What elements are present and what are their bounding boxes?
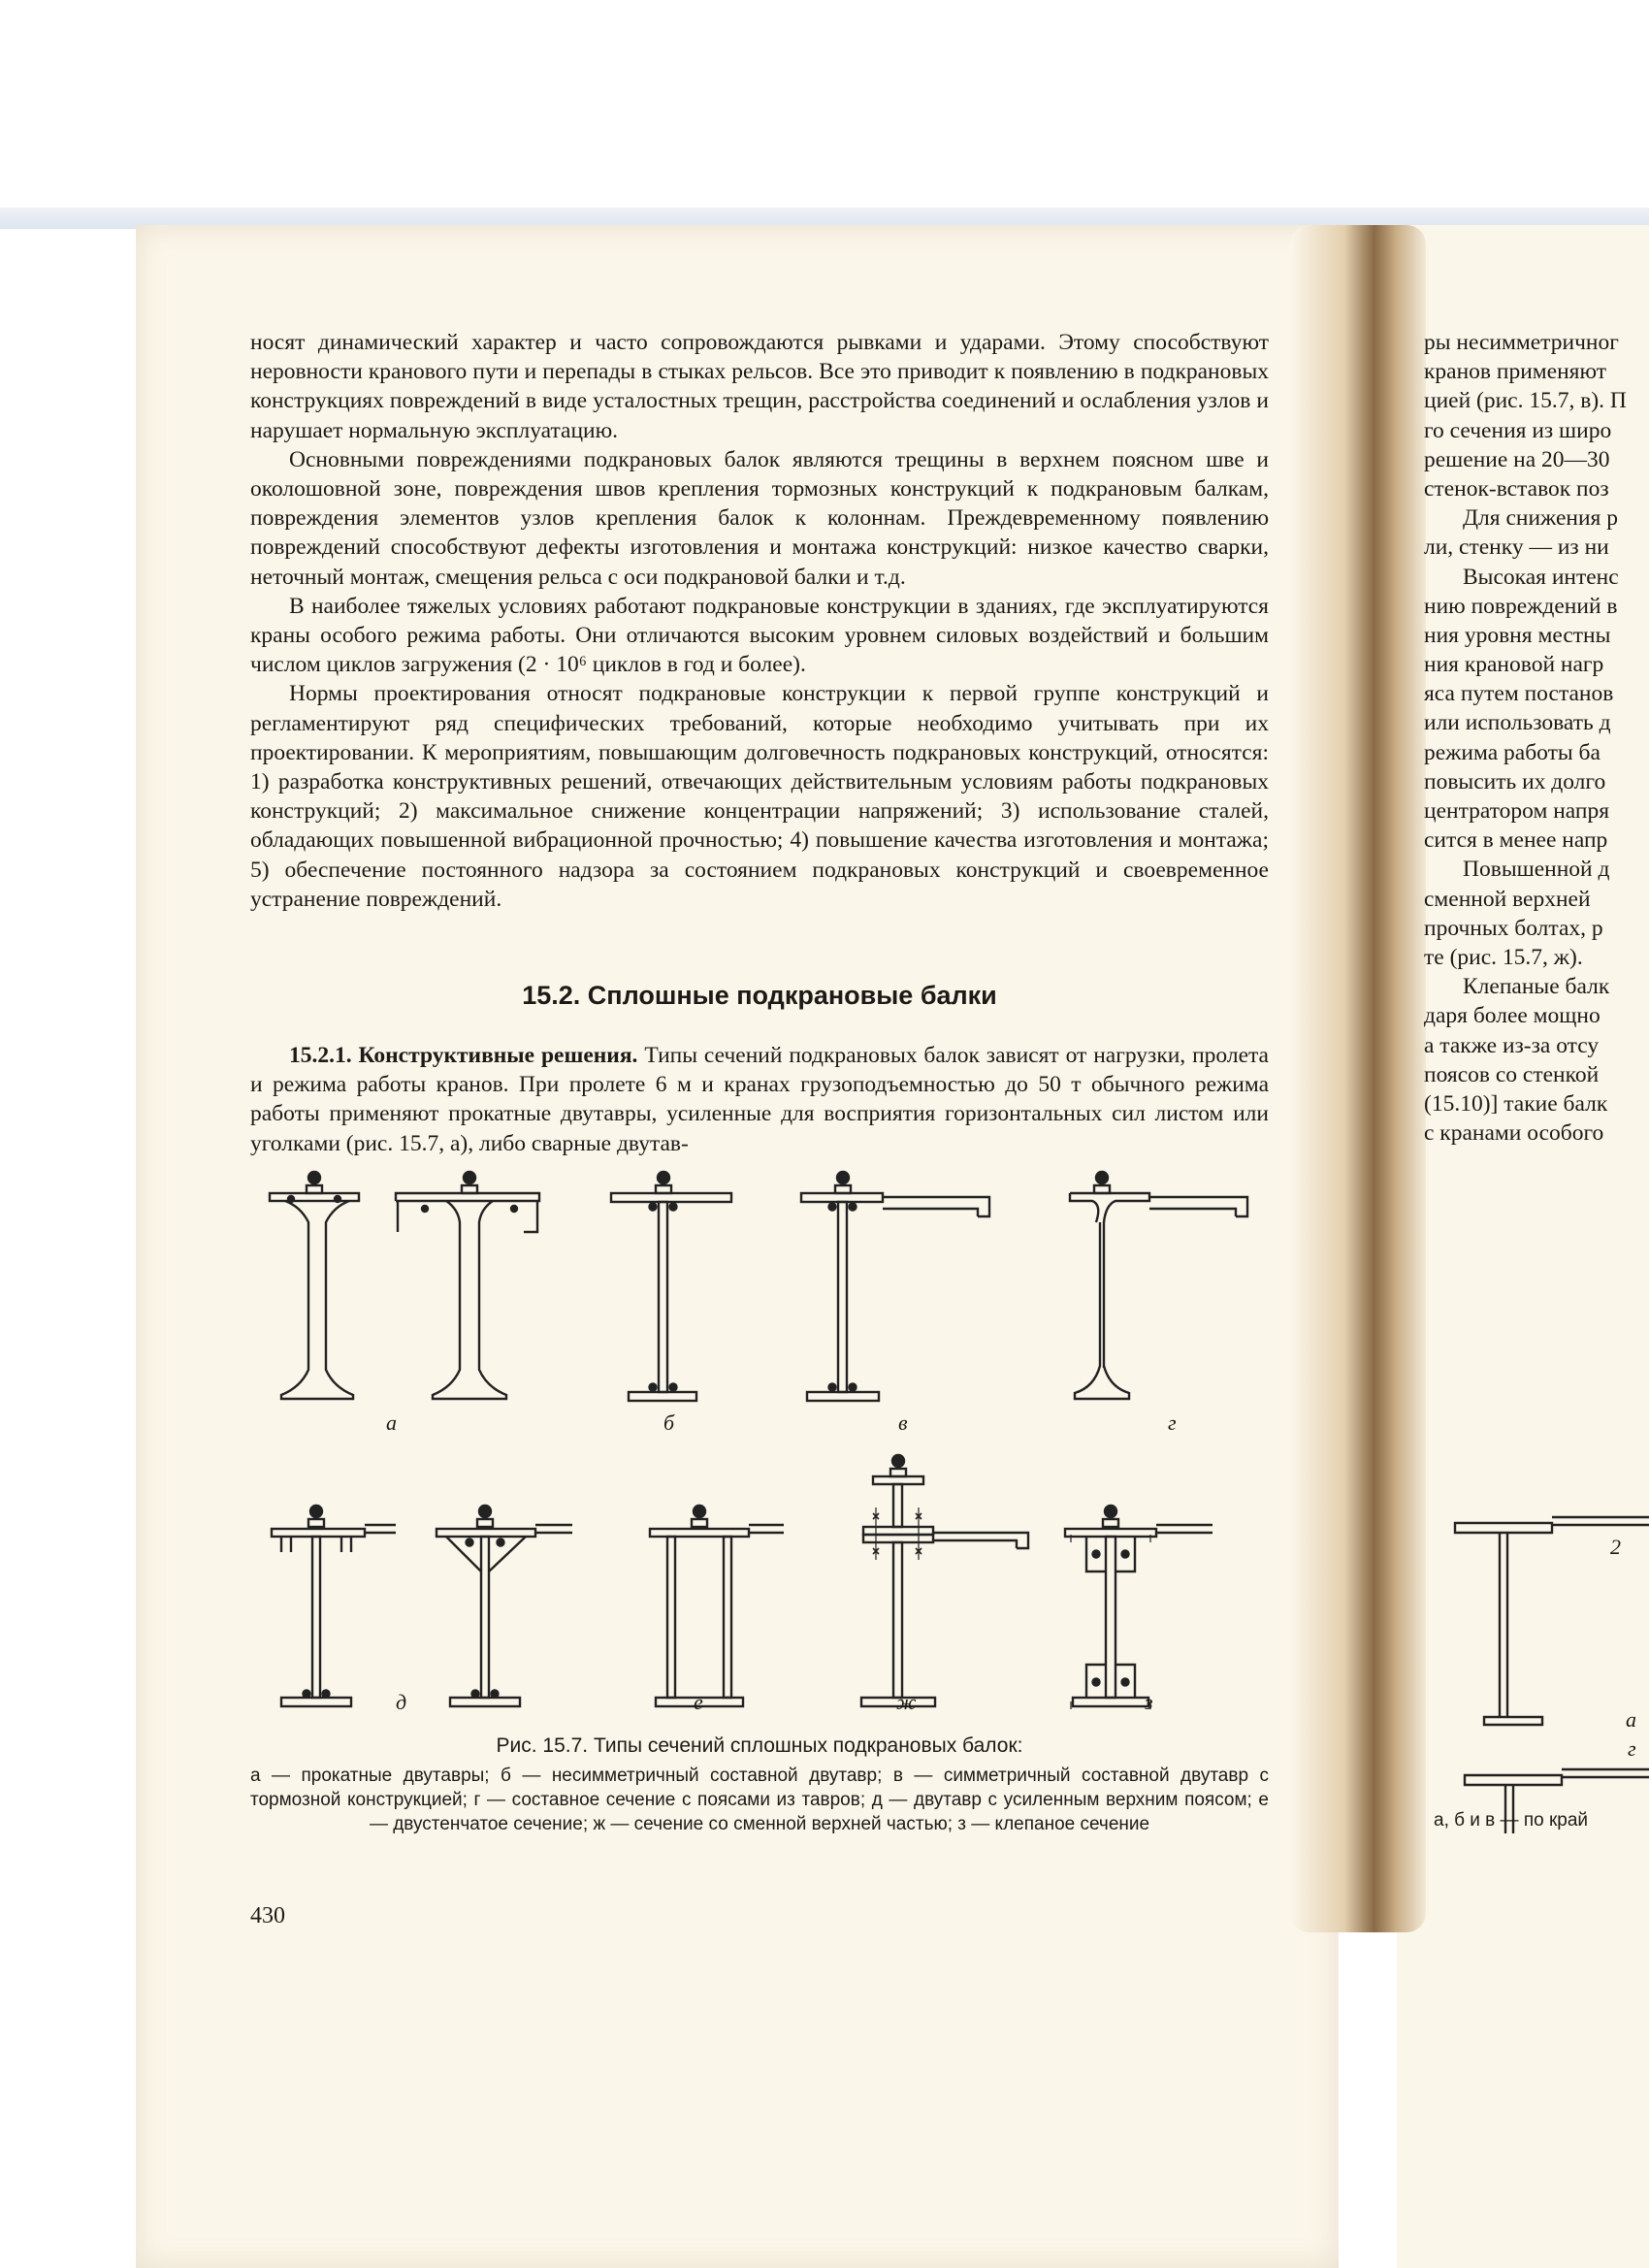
paragraph-3: В наиболее тяжелых условиях работают подкрановые конструкции в зданиях, где эксплуатируются краны особого режима работы. Они отличаются высоким уровнем силовых воздействий и большим числом циклов загружения (2 · 10⁶ циклов в год и более). bbox=[250, 593, 1269, 678]
right-line: сменной верхней bbox=[1424, 886, 1591, 912]
right-line: те (рис. 15.7, ж). bbox=[1424, 944, 1583, 970]
section-z bbox=[1065, 1506, 1212, 1709]
label-a: а bbox=[386, 1410, 397, 1435]
right-line: даря более мощно bbox=[1424, 1003, 1600, 1029]
right-line: яса путем постанов bbox=[1424, 681, 1614, 707]
right-line: цией (рис. 15.7, в). П bbox=[1424, 388, 1627, 414]
right-line: или использовать д bbox=[1424, 710, 1611, 736]
section-d bbox=[272, 1506, 396, 1706]
section-a-right bbox=[396, 1172, 539, 1399]
right-line: нию повреждений в bbox=[1424, 593, 1618, 619]
figure-caption bbox=[250, 1734, 1269, 1836]
paragraph-1: носят динамический характер и часто сопровождаются рывками и ударами. Этому способствуют неровности кранового пути и перепады в стыках рельсов. Все это приводит к появлению в подкрановых конструкциях повреждений в виде усталостных трещин, расстройства соединений и ослабления узлов и нарушает нормальную эксплуатацию. bbox=[250, 330, 1269, 443]
right-line: стенок-вставок поз bbox=[1424, 475, 1609, 502]
label-e: е bbox=[694, 1690, 703, 1714]
section-e bbox=[650, 1506, 784, 1706]
figure-15-7 bbox=[252, 1116, 1280, 1717]
right-line: (15.10)] такие балк bbox=[1424, 1090, 1608, 1117]
right-line: решение на 20—30 bbox=[1424, 446, 1610, 472]
right-caption-fragment: а, б и в — по край bbox=[1434, 1810, 1589, 1831]
right-page-text bbox=[1424, 328, 1649, 1148]
right-line: а также из-за отсу bbox=[1424, 1032, 1600, 1058]
right-line: режима работы ба bbox=[1424, 739, 1600, 765]
beam-sections-drawing bbox=[252, 1116, 1280, 1717]
label-v: в bbox=[898, 1410, 908, 1435]
page-number: 430 bbox=[250, 1903, 285, 1928]
right-page-figure bbox=[1397, 1310, 1649, 1853]
right-line: ли, стенку — из ни bbox=[1424, 535, 1609, 561]
caption-body: а — прокатные двутавры; б — несимметричный составной двутавр; в — симметричный составной двутавр с тормозной конструкцией; г — составное сечение с поясами из тавров; д — двутавр с усиленным верхним поясом; е — двустенчатое сечение; ж — сечение со сменной верхней частью; з — клепаное сечение bbox=[250, 1766, 1269, 1834]
section-zh bbox=[861, 1455, 1028, 1706]
right-line: повысить их долго bbox=[1424, 768, 1606, 794]
right-line: поясов со стенкой bbox=[1424, 1061, 1600, 1087]
right-line: ния крановой нагр bbox=[1424, 652, 1604, 678]
right-line: центратором напря bbox=[1424, 798, 1610, 824]
paragraph-4: Нормы проектирования относят подкрановые конструкции к первой группе конструкций и регламентируют ряд специфических требований, которые необходимо учитывать при их проектировании. К мероприятиям, повышающим долговечность подкрановых конструкций, относятся: 1) разработка конструктивных решений, отвечающих действительным условиям работы подкрановых конструкций; 2) максимальное снижение концентрации напряжений; 3) использование сталей, обладающих повышенной вибрационной прочностью; 4) повышение качества изготовления и монтажа; 5) обеспечение постоянного надзора за состоянием подкрановых конструкций и своевременное устранение повреждений. bbox=[250, 681, 1269, 912]
right-line: Высокая интенс bbox=[1463, 564, 1619, 590]
section-g bbox=[1070, 1172, 1247, 1399]
caption-title: Рис. 15.7. Типы сечений сплошных подкрановых балок: bbox=[496, 1734, 1023, 1757]
right-line: ры несимметричног bbox=[1424, 330, 1619, 355]
right-line: го сечения из широ bbox=[1424, 417, 1612, 443]
section-a-left bbox=[270, 1172, 359, 1399]
label-b: б bbox=[663, 1410, 675, 1435]
section-b bbox=[611, 1172, 731, 1401]
right-fig-label-a: а bbox=[1626, 1707, 1636, 1732]
label-z: з bbox=[1145, 1690, 1153, 1714]
right-line: Для снижения р bbox=[1463, 505, 1618, 532]
right-fig-label-g: г bbox=[1628, 1736, 1636, 1761]
section-d-right bbox=[436, 1506, 572, 1706]
right-line: кранов применяют bbox=[1424, 359, 1606, 385]
subsection-title: 15.2.1. Конструктивные решения. bbox=[289, 1043, 638, 1068]
paragraph-2: Основными повреждениями подкрановых балок являются трещины в верхнем поясном шве и околошовной зоне, повреждения швов крепления тормозных конструкций к подкрановым балкам, повреждения элементов узлов крепления балок к колоннам. Преждевременному появлению повреждений способствуют дефекты изготовления и монтажа конструкций: низкое качество сварки, неточный монтаж, смещения рельса с оси подкрановой балки и т.д. bbox=[250, 446, 1269, 590]
right-figure-drawing bbox=[1397, 1310, 1649, 1853]
right-line: Клепаные балк bbox=[1463, 974, 1610, 1000]
right-line: сится в менее напр bbox=[1424, 827, 1608, 854]
right-fig-label-2: 2 bbox=[1610, 1535, 1621, 1559]
right-line: прочных болтах, р bbox=[1424, 915, 1603, 941]
right-line: ния уровня местны bbox=[1424, 622, 1611, 648]
label-g: г bbox=[1168, 1410, 1177, 1435]
subsection-text: Типы сечений подкрановых балок зависят от нагрузки, пролета и режима работы кранов. При пролете 6 м и кранах грузоподъемностью до 50 т обычного режима работы применяют прокатные двутавры, усиленные для восприятия горизонтальных сил листом или уголками (рис. 15.7, а), либо сварные двутав- bbox=[250, 1043, 1269, 1156]
section-heading: 15.2. Сплошные подкрановые балки bbox=[522, 981, 997, 1010]
right-line: с кранами особого bbox=[1424, 1120, 1604, 1147]
section-v bbox=[801, 1172, 989, 1401]
label-d: д bbox=[396, 1690, 407, 1714]
body-text bbox=[250, 328, 1269, 914]
right-line: Повышенной д bbox=[1463, 857, 1610, 883]
label-zh: ж bbox=[896, 1690, 917, 1714]
